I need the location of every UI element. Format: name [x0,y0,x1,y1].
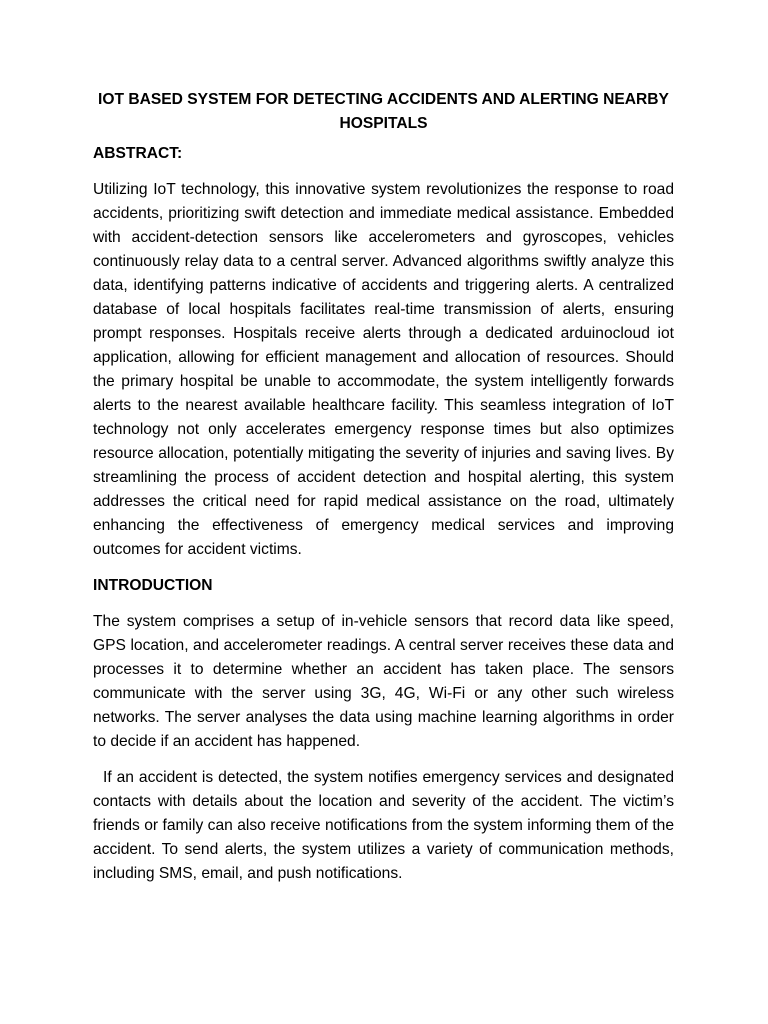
introduction-heading: INTRODUCTION [93,577,213,594]
intro-paragraph-1: The system comprises a setup of in-vehicle sensors that record data like speed, GPS location, and accelerometer readings. A central server receives these data and processes it to determine whether an accident has taken place. The sensors communicate with the server using 3G, 4G, Wi-Fi or any other such wireless networks. The server analyses the data using machine learning algorithms in order to decide if an accident has happened. [93,613,674,750]
document-title: IOT BASED SYSTEM FOR DETECTING ACCIDENTS AND ALERTING NEARBY HOSPITALS [98,91,669,132]
document-page [93,88,674,898]
intro-paragraph-2: If an accident is detected, the system notifies emergency services and designated contacts with details about the location and severity of the accident. The victim’s friends or family can also receive notifications from the system informing them of the accident. To send alerts, the system utilizes a variety of communication methods, including SMS, email, and push notifications. [93,769,674,882]
abstract-heading: ABSTRACT: [93,145,183,162]
abstract-paragraph: Utilizing IoT technology, this innovative system revolutionizes the response to road accidents, prioritizing swift detection and immediate medical assistance. Embedded with accident-detection sensors like accelerometers and gyroscopes, vehicles continuously relay data to a central server. Advanced algorithms swiftly analyze this data, identifying patterns indicative of accidents and triggering alerts. A centralized database of local hospitals facilitates real-time transmission of alerts, ensuring prompt responses. Hospitals receive alerts through a dedicated arduinocloud iot application, allowing for efficient management and allocation of resources. Should the primary hospital be unable to accommodate, the system intelligently forwards alerts to the nearest available healthcare facility. This seamless integration of IoT technology not only accelerates emergency response times but also optimizes resource allocation, potentially mitigating the severity of injuries and saving lives. By streamlining the process of accident detection and hospital alerting, this system addresses the critical need for rapid medical assistance on the road, ultimately enhancing the effectiveness of emergency medical services and improving outcomes for accident victims. [93,181,674,558]
